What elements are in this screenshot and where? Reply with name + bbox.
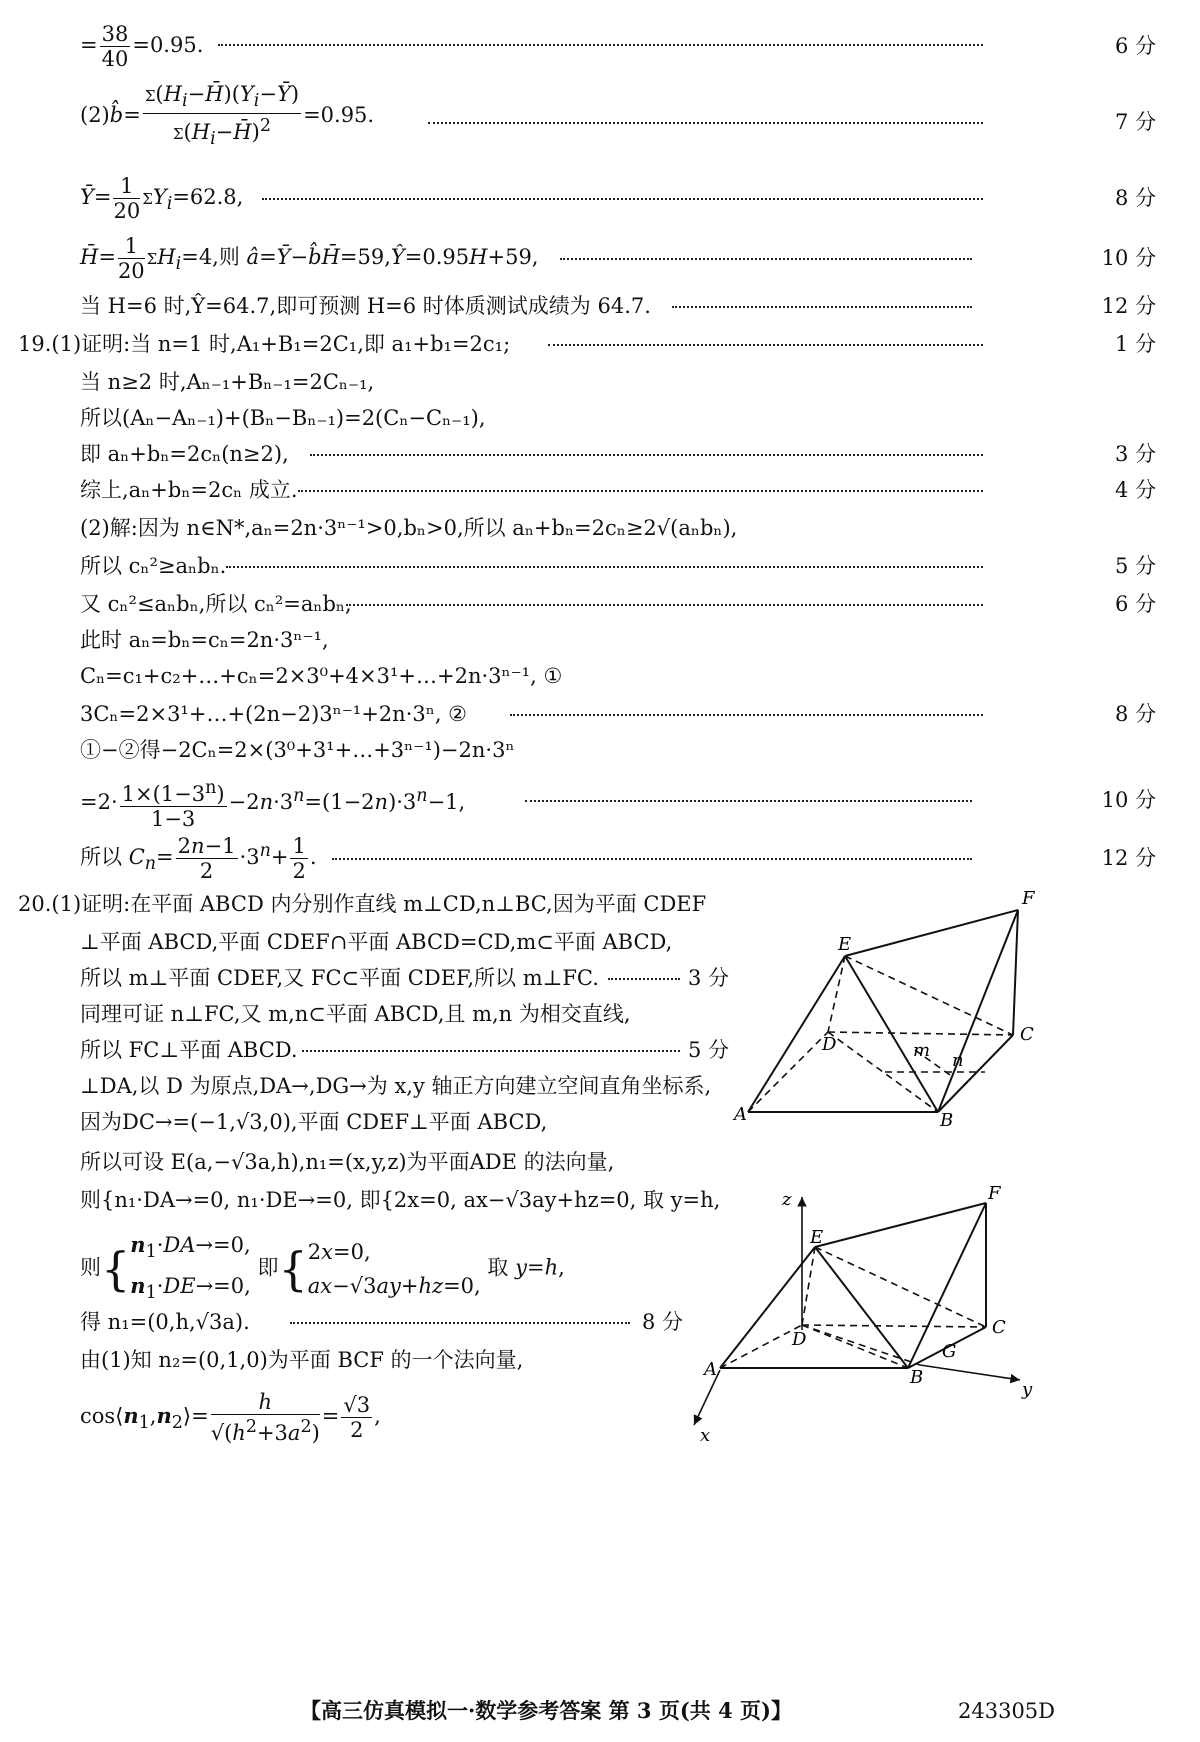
line-19-11: 3Cₙ=2×3¹+…+(2n−2)3ⁿ⁻¹+2n·3ⁿ, ② — [80, 702, 467, 726]
line-20-2: ⊥平面 ABCD,平面 CDEF∩平面 ABCD=CD,m⊂平面 ABCD, — [80, 930, 673, 954]
line-20-10: 则{$n_1\cdot DA\to=0$, $n_1\cdot DE\to=0$, 即{2x=0, ax−√3ay+hz=0, 取 y=h, — [80, 1232, 565, 1304]
label-D: D — [792, 1329, 807, 1350]
line-20-5: 所以 FC⊥平面 ABCD. — [80, 1038, 298, 1062]
line-20-11: 得 n₁=(0,h,√3a). — [80, 1310, 250, 1334]
line-19-1: 19.(1)证明:当 n=1 时,A₁+B₁=2C₁,即 a₁+b₁=2c₁; — [18, 332, 511, 356]
leader-dots — [672, 306, 972, 308]
label-A: A — [704, 1359, 717, 1380]
line-20-3: 所以 m⊥平面 CDEF,又 FC⊂平面 CDEF,所以 m⊥FC. — [80, 966, 599, 990]
leader-dots — [548, 344, 983, 346]
leader-dots — [525, 800, 972, 802]
score-5: 12 分 — [1101, 294, 1156, 318]
leader-dots — [298, 490, 983, 492]
line-19-5: 综上,aₙ+bₙ=2cₙ 成立. — [80, 478, 298, 502]
label-E: E — [810, 1227, 824, 1248]
score-3: 8 分 — [1114, 186, 1156, 210]
score-4: 10 分 — [1101, 246, 1156, 270]
line-20-4: 同理可证 n⊥FC,又 m,n⊂平面 ABCD,且 m,n 为相交直线, — [80, 1002, 631, 1026]
label-x: x — [700, 1425, 711, 1445]
score-11: 8 分 — [1114, 702, 1156, 726]
label-y: y — [1022, 1379, 1033, 1400]
score-6: 1 分 — [1114, 332, 1156, 356]
line-19-3: 所以(Aₙ−Aₙ₋₁)+(Bₙ−Bₙ₋₁)=2(Cₙ−Cₙ₋₁), — [80, 406, 486, 430]
line-19-13: =2· $\frac{1\times(1-3^n)}{1-3}$ $-2n\cdot 3^n=(1-2n)\cdot 3^n-1$, — [80, 778, 466, 831]
geometry-figure-2 — [690, 1185, 1040, 1445]
score-7: 3 分 — [1114, 442, 1156, 466]
label-E: E — [838, 934, 852, 955]
line-20-9: 则{n₁·DA→=0, n₁·DE→=0, 即{2x=0, ax−√3ay+hz=0, 取 y=h, — [80, 1188, 721, 1212]
line-4: H̄= $\frac{1}{20}$ $\Sigma H_i=4$,则 â=Ȳ−b̂H̄=59,Ŷ=0.95H+59, — [80, 234, 539, 283]
label-D: D — [822, 1034, 837, 1055]
line-19-10: Cₙ=c₁+c₂+…+cₙ=2×3⁰+4×3¹+…+2n·3ⁿ⁻¹, ① — [80, 664, 563, 688]
leader-dots — [560, 258, 972, 260]
footer-code: 243305D — [958, 1699, 1056, 1723]
line-20-1: 20.(1)证明:在平面 ABCD 内分别作直线 m⊥CD,n⊥BC,因为平面 CDEF — [18, 892, 707, 916]
line-19-14: 所以 $C_n=$ $\frac{2n-1}{2}$ $\cdot 3^n+$ $\frac{1}{2}$ . — [80, 834, 317, 883]
line-20-7: 因为DC→=(−1,√3,0),平面 CDEF⊥平面 ABCD, — [80, 1110, 548, 1134]
leader-dots — [510, 714, 983, 716]
label-z: z — [782, 1189, 792, 1210]
line-1: = $\frac{38}{40}$ =0.95. — [80, 22, 204, 71]
line-3: Ȳ= $\frac{1}{20}$ $\Sigma Y_i=62.8$, — [80, 174, 244, 223]
line-5: 当 H=6 时,Ŷ=64.7,即可预测 H=6 时体质测试成绩为 64.7. — [80, 294, 651, 318]
line-20-12: 由(1)知 n₂=(0,1,0)为平面 BCF 的一个法向量, — [80, 1348, 524, 1372]
score-13: 12 分 — [1101, 846, 1156, 870]
leader-dots — [332, 858, 972, 860]
line-20-8: 所以可设 E(a,−√3a,h),n₁=(x,y,z)为平面ADE 的法向量, — [80, 1150, 615, 1174]
score-10: 6 分 — [1114, 592, 1156, 616]
label-C: C — [1020, 1024, 1034, 1045]
score-2: 7 分 — [1114, 110, 1156, 134]
score-16: 8 分 — [642, 1310, 684, 1334]
leader-dots — [346, 604, 983, 606]
line-20-6: ⊥DA,以 D 为原点,DA→,DG→为 x,y 轴正方向建立空间直角坐标系, — [80, 1074, 712, 1098]
label-A: A — [734, 1104, 747, 1125]
geometry-figure-1 — [730, 890, 1040, 1130]
leader-dots — [226, 566, 983, 568]
label-m: m — [913, 1040, 931, 1061]
line-19-7: 所以 cₙ²≥aₙbₙ. — [80, 554, 227, 578]
leader-dots — [290, 1322, 630, 1324]
line-19-6: (2)解:因为 n∈N*,aₙ=2n·3ⁿ⁻¹>0,bₙ>0,所以 aₙ+bₙ=2cₙ≥2√(aₙbₙ), — [80, 516, 738, 540]
label-C: C — [992, 1317, 1006, 1338]
leader-dots — [608, 978, 680, 980]
score-12: 10 分 — [1101, 788, 1156, 812]
label-B: B — [910, 1367, 924, 1388]
label-F: F — [1022, 890, 1035, 909]
leader-dots — [310, 454, 983, 456]
line-19-4: 即 aₙ+bₙ=2cₙ(n≥2), — [80, 442, 289, 466]
score-8: 4 分 — [1114, 478, 1156, 502]
leader-dots — [218, 44, 983, 46]
score-15: 5 分 — [688, 1038, 730, 1062]
label-F: F — [988, 1185, 1001, 1204]
line-19-12: ①−②得−2Cₙ=2×(3⁰+3¹+…+3ⁿ⁻¹)−2n·3ⁿ — [80, 738, 515, 762]
footer-title: 【高三仿真模拟一·数学参考答案 第 3 页(共 4 页)】 — [300, 1698, 792, 1723]
label-n: n — [952, 1050, 964, 1071]
leader-dots — [428, 122, 983, 124]
leader-dots — [302, 1050, 680, 1052]
label-B: B — [940, 1110, 954, 1130]
score-14: 3 分 — [688, 966, 730, 990]
line-20-13: $\cos⟨n_1,n_2⟩=$ $\frac{h}{√(h^2+3a^2)}$ = $\frac{√3}{2}$ , — [80, 1390, 381, 1445]
leader-dots — [262, 198, 983, 200]
line-19-8: 又 cₙ²≤aₙbₙ,所以 cₙ²=aₙbₙ, — [80, 592, 352, 616]
label-G: G — [942, 1341, 957, 1362]
line-19-9: 此时 aₙ=bₙ=cₙ=2n·3ⁿ⁻¹, — [80, 628, 329, 652]
score-1: 6 分 — [1114, 34, 1156, 58]
line-2: (2)b̂= $\frac{\Sigma(H_i-H̄)(Y_i-Ȳ)}{\Sigma(H_i-H̄)^2}$ =0.95. — [80, 82, 375, 150]
score-9: 5 分 — [1114, 554, 1156, 578]
line-19-2: 当 n≥2 时,Aₙ₋₁+Bₙ₋₁=2Cₙ₋₁, — [80, 370, 375, 394]
